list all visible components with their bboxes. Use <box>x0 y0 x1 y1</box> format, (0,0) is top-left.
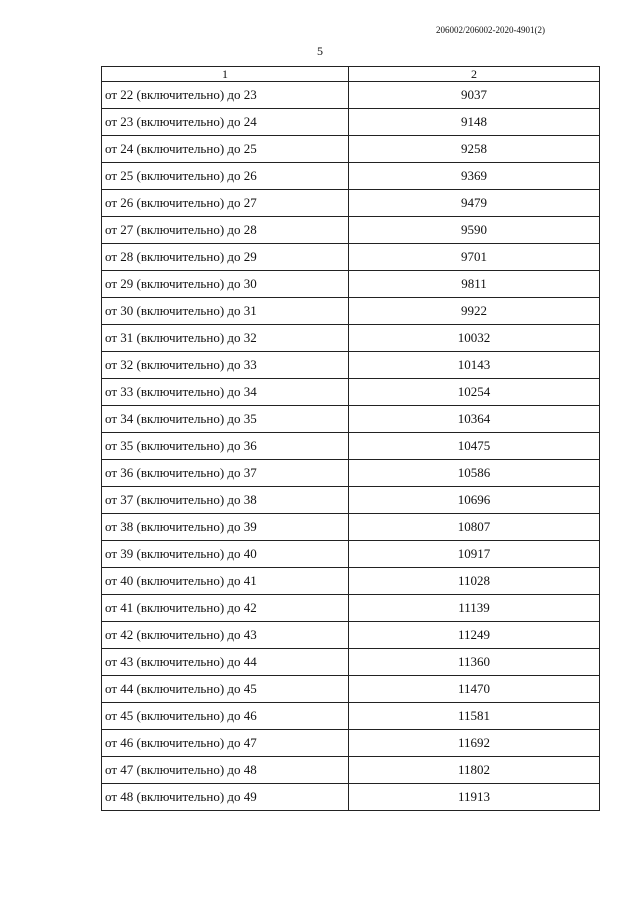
range-cell: от 24 (включительно) до 25 <box>102 136 349 163</box>
value-cell: 10032 <box>349 325 600 352</box>
value-cell: 11360 <box>349 649 600 676</box>
table-row <box>102 433 600 460</box>
table-header-row <box>102 67 600 82</box>
table-row <box>102 649 600 676</box>
table-row <box>102 568 600 595</box>
table-row <box>102 541 600 568</box>
range-cell: от 35 (включительно) до 36 <box>102 433 349 460</box>
column-header-1: 1 <box>102 67 349 82</box>
value-cell: 9922 <box>349 298 600 325</box>
table-body <box>102 82 600 811</box>
range-cell: от 28 (включительно) до 29 <box>102 244 349 271</box>
table-row <box>102 163 600 190</box>
table-row <box>102 460 600 487</box>
value-cell: 9037 <box>349 82 600 109</box>
rate-table <box>101 66 600 811</box>
range-cell: от 27 (включительно) до 28 <box>102 217 349 244</box>
table-row <box>102 217 600 244</box>
value-cell: 11139 <box>349 595 600 622</box>
value-cell: 9369 <box>349 163 600 190</box>
range-cell: от 47 (включительно) до 48 <box>102 757 349 784</box>
column-header-2: 2 <box>349 67 600 82</box>
range-cell: от 32 (включительно) до 33 <box>102 352 349 379</box>
value-cell: 11470 <box>349 676 600 703</box>
range-cell: от 45 (включительно) до 46 <box>102 703 349 730</box>
range-cell: от 31 (включительно) до 32 <box>102 325 349 352</box>
value-cell: 11028 <box>349 568 600 595</box>
range-cell: от 44 (включительно) до 45 <box>102 676 349 703</box>
table-row <box>102 379 600 406</box>
value-cell: 9811 <box>349 271 600 298</box>
value-cell: 11913 <box>349 784 600 811</box>
table-row <box>102 676 600 703</box>
table-row <box>102 82 600 109</box>
range-cell: от 37 (включительно) до 38 <box>102 487 349 514</box>
value-cell: 10254 <box>349 379 600 406</box>
range-cell: от 38 (включительно) до 39 <box>102 514 349 541</box>
value-cell: 10475 <box>349 433 600 460</box>
range-cell: от 22 (включительно) до 23 <box>102 82 349 109</box>
range-cell: от 43 (включительно) до 44 <box>102 649 349 676</box>
table-row <box>102 136 600 163</box>
value-cell: 9479 <box>349 190 600 217</box>
value-cell: 10143 <box>349 352 600 379</box>
table-row <box>102 487 600 514</box>
table-row <box>102 622 600 649</box>
table-row <box>102 595 600 622</box>
value-cell: 10364 <box>349 406 600 433</box>
value-cell: 11692 <box>349 730 600 757</box>
table-row <box>102 271 600 298</box>
range-cell: от 30 (включительно) до 31 <box>102 298 349 325</box>
range-cell: от 25 (включительно) до 26 <box>102 163 349 190</box>
table-row <box>102 703 600 730</box>
value-cell: 9258 <box>349 136 600 163</box>
range-cell: от 46 (включительно) до 47 <box>102 730 349 757</box>
page-number: 5 <box>317 44 323 58</box>
table-row <box>102 757 600 784</box>
table-row <box>102 730 600 757</box>
table-row <box>102 109 600 136</box>
range-cell: от 29 (включительно) до 30 <box>102 271 349 298</box>
range-cell: от 23 (включительно) до 24 <box>102 109 349 136</box>
table-row <box>102 190 600 217</box>
value-cell: 11581 <box>349 703 600 730</box>
range-cell: от 33 (включительно) до 34 <box>102 379 349 406</box>
value-cell: 9590 <box>349 217 600 244</box>
value-cell: 10696 <box>349 487 600 514</box>
table-row <box>102 784 600 811</box>
value-cell: 11802 <box>349 757 600 784</box>
value-cell: 10807 <box>349 514 600 541</box>
range-cell: от 40 (включительно) до 41 <box>102 568 349 595</box>
value-cell: 10917 <box>349 541 600 568</box>
range-cell: от 36 (включительно) до 37 <box>102 460 349 487</box>
value-cell: 9148 <box>349 109 600 136</box>
value-cell: 10586 <box>349 460 600 487</box>
range-cell: от 41 (включительно) до 42 <box>102 595 349 622</box>
table-row <box>102 298 600 325</box>
value-cell: 9701 <box>349 244 600 271</box>
document-id: 206002/206002-2020-4901(2) <box>436 25 545 35</box>
value-cell: 11249 <box>349 622 600 649</box>
range-cell: от 48 (включительно) до 49 <box>102 784 349 811</box>
table-row <box>102 352 600 379</box>
table-row <box>102 514 600 541</box>
table-row <box>102 325 600 352</box>
table-row <box>102 406 600 433</box>
range-cell: от 39 (включительно) до 40 <box>102 541 349 568</box>
range-cell: от 34 (включительно) до 35 <box>102 406 349 433</box>
range-cell: от 42 (включительно) до 43 <box>102 622 349 649</box>
range-cell: от 26 (включительно) до 27 <box>102 190 349 217</box>
table-row <box>102 244 600 271</box>
